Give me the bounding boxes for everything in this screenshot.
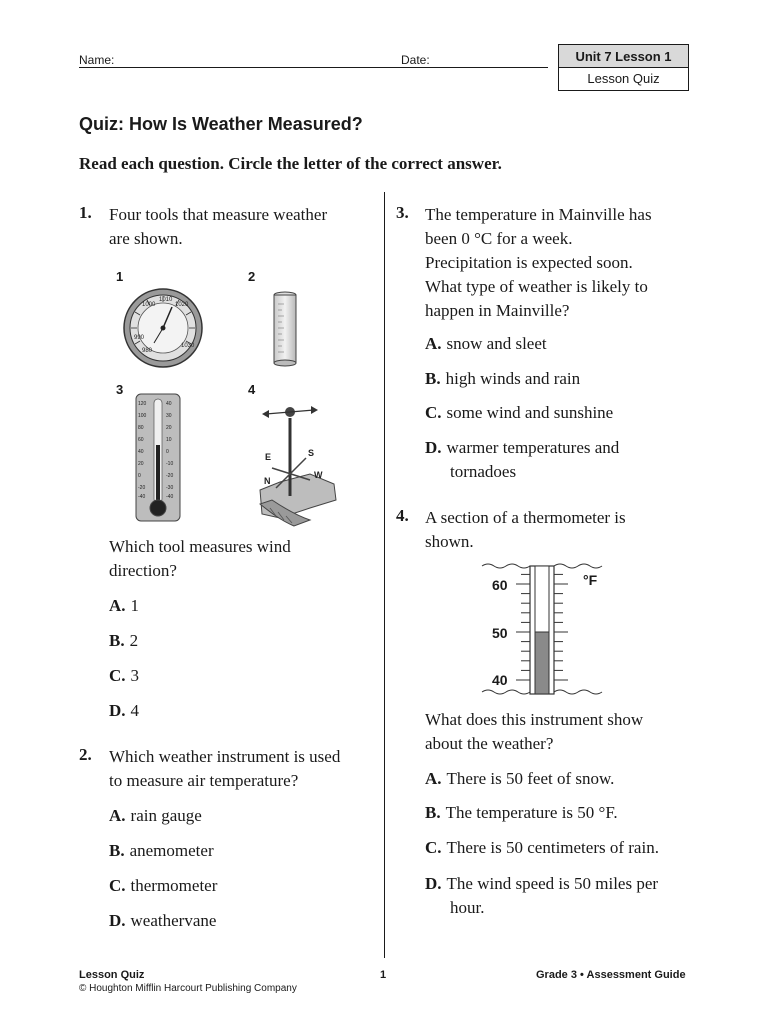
scale-c: 10 — [166, 437, 172, 443]
option-text: warmer temperatures and — [446, 438, 620, 457]
answer-option[interactable] — [425, 367, 580, 391]
answer-option[interactable] — [109, 804, 202, 828]
barometer-mark: 1020 — [175, 302, 189, 308]
date-label: Date: — [401, 53, 430, 67]
name-line — [79, 67, 379, 68]
question-text-line: are shown. — [109, 229, 183, 248]
thermometer-label: 50 — [492, 625, 508, 641]
answer-option[interactable] — [425, 872, 658, 896]
question-text-line: shown. — [425, 532, 474, 551]
option-letter: A. — [109, 596, 126, 615]
option-letter: B. — [425, 803, 441, 822]
thermometer-label: 40 — [492, 672, 508, 688]
option-letter: A. — [425, 769, 442, 788]
question-prompt-line: What does this instrument show — [425, 710, 644, 729]
question-number: 2. — [79, 745, 92, 764]
thermometer-label: 60 — [492, 577, 508, 593]
option-text: high winds and rain — [445, 369, 581, 388]
compass-label: N — [264, 476, 271, 486]
question-text-line: Precipitation is expected soon. — [425, 253, 633, 272]
question-text-line: happen in Mainville? — [425, 301, 570, 320]
answer-option[interactable] — [425, 836, 659, 860]
answer-option[interactable] — [425, 436, 619, 460]
compass-label: S — [308, 448, 315, 458]
barometer-mark: 1000 — [142, 302, 156, 308]
thermometer-section-figure — [480, 558, 610, 698]
option-text: 1 — [130, 596, 140, 615]
option-text: There is 50 feet of snow. — [446, 769, 615, 788]
unit-box — [558, 44, 689, 91]
date-line — [379, 67, 548, 68]
option-text: snow and sleet — [446, 334, 547, 353]
answer-option[interactable] — [109, 874, 217, 898]
thermometer-figure — [135, 393, 181, 523]
instructions: Read each question. Circle the letter of the correct answer. — [79, 154, 502, 173]
figure-label-4: 4 — [248, 382, 256, 397]
scale-c: 20 — [166, 425, 172, 431]
question-prompt-line: direction? — [109, 561, 177, 580]
question-text-line: The temperature in Mainville has — [425, 205, 652, 224]
barometer-mark: 1010 — [159, 297, 173, 303]
option-letter: A. — [425, 334, 442, 353]
option-letter: C. — [425, 403, 442, 422]
scale-f: 80 — [138, 425, 144, 431]
scale-c: -30 — [166, 485, 174, 491]
answer-option[interactable] — [425, 332, 547, 356]
option-text: thermometer — [130, 876, 218, 895]
figure-label-2: 2 — [248, 269, 256, 284]
option-letter: C. — [425, 838, 442, 857]
question-text-line: What type of weather is likely to — [425, 277, 648, 296]
option-letter: D. — [425, 874, 442, 893]
option-letter: D. — [425, 438, 442, 457]
option-text: anemometer — [129, 841, 214, 860]
question-number: 3. — [396, 203, 409, 222]
compass-label: W — [314, 470, 323, 480]
option-letter: D. — [109, 911, 126, 930]
scale-f: 120 — [138, 401, 147, 407]
barometer-figure — [122, 287, 204, 369]
answer-option[interactable] — [109, 699, 139, 723]
page-number: 1 — [380, 969, 387, 981]
answer-option[interactable] — [425, 767, 614, 791]
barometer-mark: 990 — [134, 335, 145, 341]
option-text: The temperature is 50 °F. — [445, 803, 618, 822]
scale-f: 40 — [138, 449, 144, 455]
option-letter: C. — [109, 876, 126, 895]
question-text-line: A section of a thermometer is — [425, 508, 626, 527]
barometer-mark: 1030 — [181, 343, 195, 349]
column-divider — [384, 192, 385, 958]
figure-label-1: 1 — [116, 269, 124, 284]
answer-option[interactable] — [109, 839, 214, 863]
scale-f: -20 — [138, 485, 146, 491]
weathervane-figure — [250, 404, 338, 528]
answer-option[interactable] — [425, 801, 618, 825]
scale-c: -20 — [166, 473, 174, 479]
scale-c: 0 — [166, 449, 169, 455]
footer-copyright: © Houghton Mifflin Harcourt Publishing Company — [79, 983, 297, 994]
name-label: Name: — [79, 53, 115, 67]
scale-f: 0 — [138, 473, 141, 479]
footer-left: Lesson Quiz — [79, 969, 145, 981]
option-text: some wind and sunshine — [446, 403, 614, 422]
option-text: rain gauge — [130, 806, 202, 825]
question-text-line: Which weather instrument is used — [109, 747, 341, 766]
scale-c: -40 — [166, 494, 174, 500]
option-text-continued: tornadoes — [450, 462, 517, 481]
question-number: 1. — [79, 203, 92, 222]
option-text: 2 — [129, 631, 139, 650]
barometer-mark: 980 — [142, 348, 153, 354]
option-letter: B. — [109, 841, 125, 860]
answer-option[interactable] — [109, 594, 139, 618]
scale-c: -10 — [166, 461, 174, 467]
unit-label: Unit 7 Lesson 1 — [559, 45, 688, 68]
option-letter: B. — [425, 369, 441, 388]
compass-label: E — [265, 452, 272, 462]
scale-f: 100 — [138, 413, 147, 419]
option-text: 3 — [130, 666, 140, 685]
scale-f: 60 — [138, 437, 144, 443]
answer-option[interactable] — [109, 664, 139, 688]
option-letter: D. — [109, 701, 126, 720]
option-text: 4 — [130, 701, 140, 720]
answer-option[interactable] — [109, 909, 216, 933]
scale-f: -40 — [138, 494, 146, 500]
scale-c: 40 — [166, 401, 172, 407]
scale-c: 30 — [166, 413, 172, 419]
option-text: There is 50 centimeters of rain. — [446, 838, 659, 857]
thermometer-unit: °F — [583, 572, 598, 588]
option-letter: B. — [109, 631, 125, 650]
scale-f: 20 — [138, 461, 144, 467]
rain-gauge-figure — [270, 290, 300, 368]
question-text-line: Four tools that measure weather — [109, 205, 328, 224]
option-text: weathervane — [130, 911, 217, 930]
option-letter: C. — [109, 666, 126, 685]
question-text-line: to measure air temperature? — [109, 771, 299, 790]
option-text: The wind speed is 50 miles per — [446, 874, 659, 893]
footer-right: Grade 3 • Assessment Guide — [536, 969, 686, 981]
question-prompt-line: Which tool measures wind — [109, 537, 291, 556]
figure-label-3: 3 — [116, 382, 124, 397]
page-title: Quiz: How Is Weather Measured? — [79, 114, 363, 134]
answer-option[interactable] — [109, 629, 138, 653]
option-letter: A. — [109, 806, 126, 825]
question-text-line: been 0 °C for a week. — [425, 229, 573, 248]
option-text-continued: hour. — [450, 898, 485, 917]
question-prompt-line: about the weather? — [425, 734, 554, 753]
question-number: 4. — [396, 506, 409, 525]
quiz-type: Lesson Quiz — [587, 71, 660, 86]
answer-option[interactable] — [425, 401, 613, 425]
